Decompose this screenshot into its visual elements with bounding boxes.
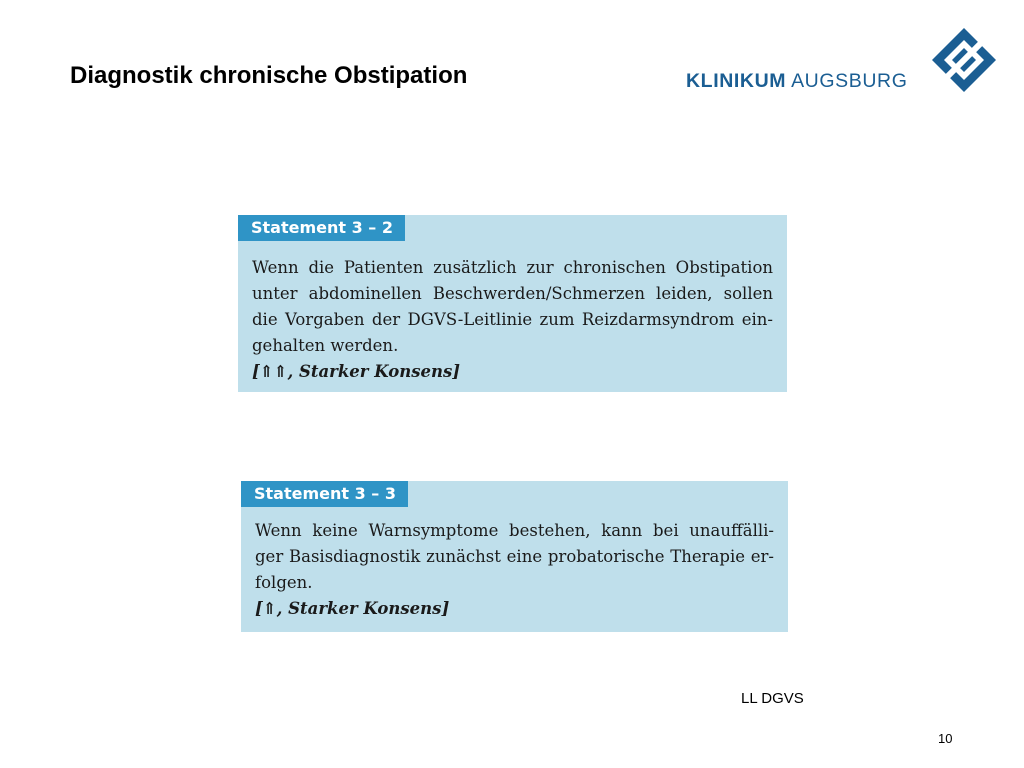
statement-line: Wenn keine Warnsymptome bestehen, kann bei unauffälli-: [255, 521, 774, 540]
logo-text-bold: KLINIKUM: [686, 70, 787, 92]
statement-rating: [⇑⇑, Starker Konsens]: [252, 362, 461, 381]
statement-body: [255, 518, 774, 622]
klinikum-augsburg-diamond-logo-icon: [930, 26, 998, 94]
statement-line: folgen.: [255, 573, 313, 592]
source-citation: LL DGVS: [741, 690, 804, 707]
statement-box: [238, 215, 787, 392]
statement-line: ger Basisdiagnostik zunächst eine probatorische Therapie er-: [255, 547, 774, 566]
statement-line: Wenn die Patienten zusätzlich zur chronischen Obstipation: [252, 258, 773, 277]
statement-header: Statement 3 – 2: [238, 215, 405, 241]
page-number: 10: [938, 731, 953, 746]
statement-box: [241, 481, 788, 632]
logo-text-light: AUGSBURG: [786, 70, 908, 92]
statement-line: gehalten werden.: [252, 336, 399, 355]
statement-line: die Vorgaben der DGVS-Leitlinie zum Reizdarmsyndrom ein-: [252, 310, 773, 329]
statement-body: [252, 255, 773, 385]
statement-line: unter abdominellen Beschwerden/Schmerzen leiden, sollen: [252, 284, 773, 303]
statement-rating: [⇑, Starker Konsens]: [255, 599, 450, 618]
slide-title: Diagnostik chronische Obstipation: [70, 62, 468, 89]
klinikum-augsburg-logo-text: [686, 70, 907, 93]
statement-header: Statement 3 – 3: [241, 481, 408, 507]
